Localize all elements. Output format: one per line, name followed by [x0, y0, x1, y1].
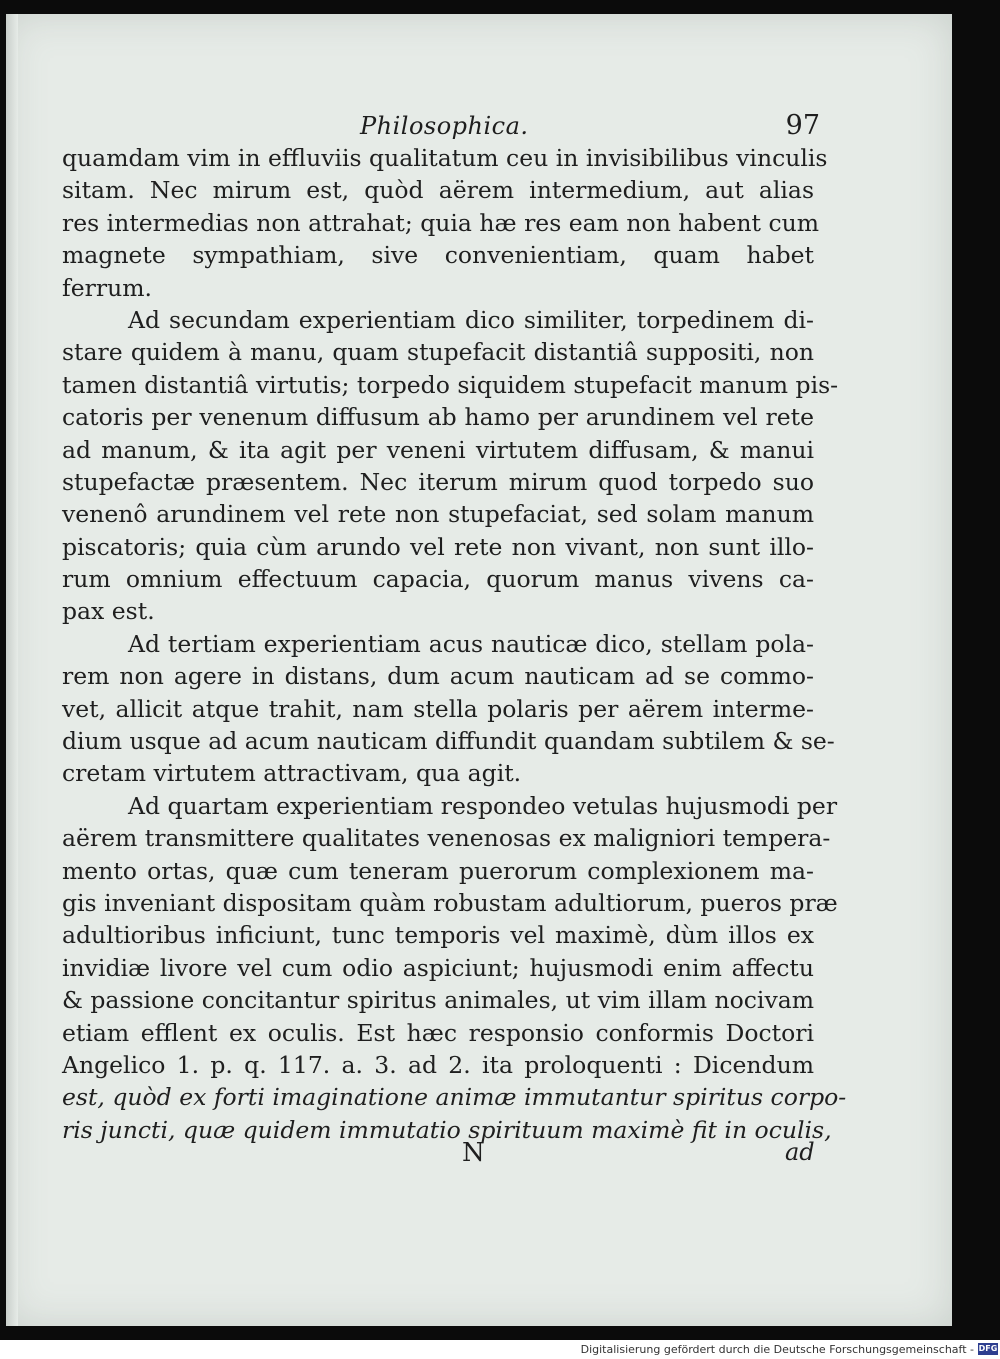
body-text — [62, 142, 847, 1146]
text-line: sitam. Nec mirum est, quòd aërem intermedium, aut alias — [62, 176, 814, 205]
text-line: venenô arundinem vel rete non stupefaciat, sed solam manum — [62, 500, 814, 529]
signature-mark: N — [462, 1138, 485, 1168]
page-gutter-shadow — [6, 14, 18, 1326]
paragraph-start-line: Ad secundam experientiam dico similiter, torpedinem di- — [128, 305, 814, 334]
text-line: adultioribus inficiunt, tunc temporis vel maximè, dùm illos ex — [62, 921, 814, 950]
text-line: invidiæ livore vel cum odio aspiciunt; hujusmodi enim affectu — [62, 953, 814, 982]
text-line: & passione concitantur spiritus animales, ut vim illam nocivam — [62, 986, 815, 1015]
text-line: aërem transmittere qualitates venenosas ex maligniori tempera- — [62, 824, 831, 853]
running-title: Philosophica. — [360, 112, 529, 140]
text-line: stare quidem à manu, quam stupefacit distantiâ suppositi, non — [62, 338, 814, 367]
text-line: rum omnium effectuum capacia, quorum manus vivens ca- — [62, 565, 814, 594]
dfg-logo: DFG — [978, 1344, 998, 1353]
text-line-italic: ris juncti, quæ quidem immutatio spirituum maximè fit in oculis, — [62, 1115, 832, 1144]
paragraph-start-line: Ad tertiam experientiam acus nauticæ dico, stellam pola- — [128, 629, 814, 658]
text-line: Angelico 1. p. q. 117. a. 3. ad 2. ita proloquenti : Dicendum — [62, 1050, 814, 1079]
text-line: res intermedias non attrahat; quia hæ res eam non habent cum — [62, 208, 820, 237]
text-line: ferrum. — [62, 273, 152, 302]
footer-bar — [0, 1340, 1000, 1359]
text-line: vet, allicit atque trahit, nam stella polaris per aërem interme- — [62, 694, 814, 723]
text-line: gis inveniant dispositam quàm robustam adultiorum, pueros præ — [62, 888, 838, 917]
text-line: pax est. — [62, 597, 155, 626]
text-line: tamen distantiâ virtutis; torpedo siquidem stupefacit manum pis- — [62, 370, 839, 399]
paragraph-start-line: Ad quartam experientiam respondeo vetulas hujusmodi per — [128, 791, 838, 820]
text-line: stupefactæ præsentem. Nec iterum mirum quod torpedo suo — [62, 467, 814, 496]
text-line: rem non agere in distans, dum acum nauticam ad se commo- — [62, 662, 814, 691]
page-number: 97 — [785, 110, 820, 141]
text-line: mento ortas, quæ cum teneram puerorum complexionem ma- — [62, 856, 814, 885]
text-line: ad manum, & ita agit per veneni virtutem diffusam, & manui — [62, 435, 814, 464]
text-line: cretam virtutem attractivam, qua agit. — [62, 759, 522, 788]
text-line: catoris per venenum diffusum ab hamo per arundinem vel rete — [62, 403, 814, 432]
text-line: etiam efflent ex oculis. Est hæc responsio conformis Doctori — [62, 1018, 814, 1047]
text-line-italic: est, quòd ex forti imaginatione animæ immutantur spiritus corpo- — [62, 1083, 847, 1112]
catchword: ad — [785, 1138, 815, 1166]
text-line: dium usque ad acum nauticam diffundit quandam subtilem & se- — [62, 727, 835, 756]
text-line: quamdam vim in effluviis qualitatum ceu in invisibilibus vinculis — [62, 144, 828, 172]
text-line: piscatoris; quia cùm arundo vel rete non vivant, non sunt illo- — [62, 532, 814, 561]
text-line: magnete sympathiam, sive convenientiam, quam habet — [62, 241, 814, 270]
funding-credit: Digitalisierung gefördert durch die Deutsche Forschungsgemeinschaft - — [580, 1343, 974, 1356]
